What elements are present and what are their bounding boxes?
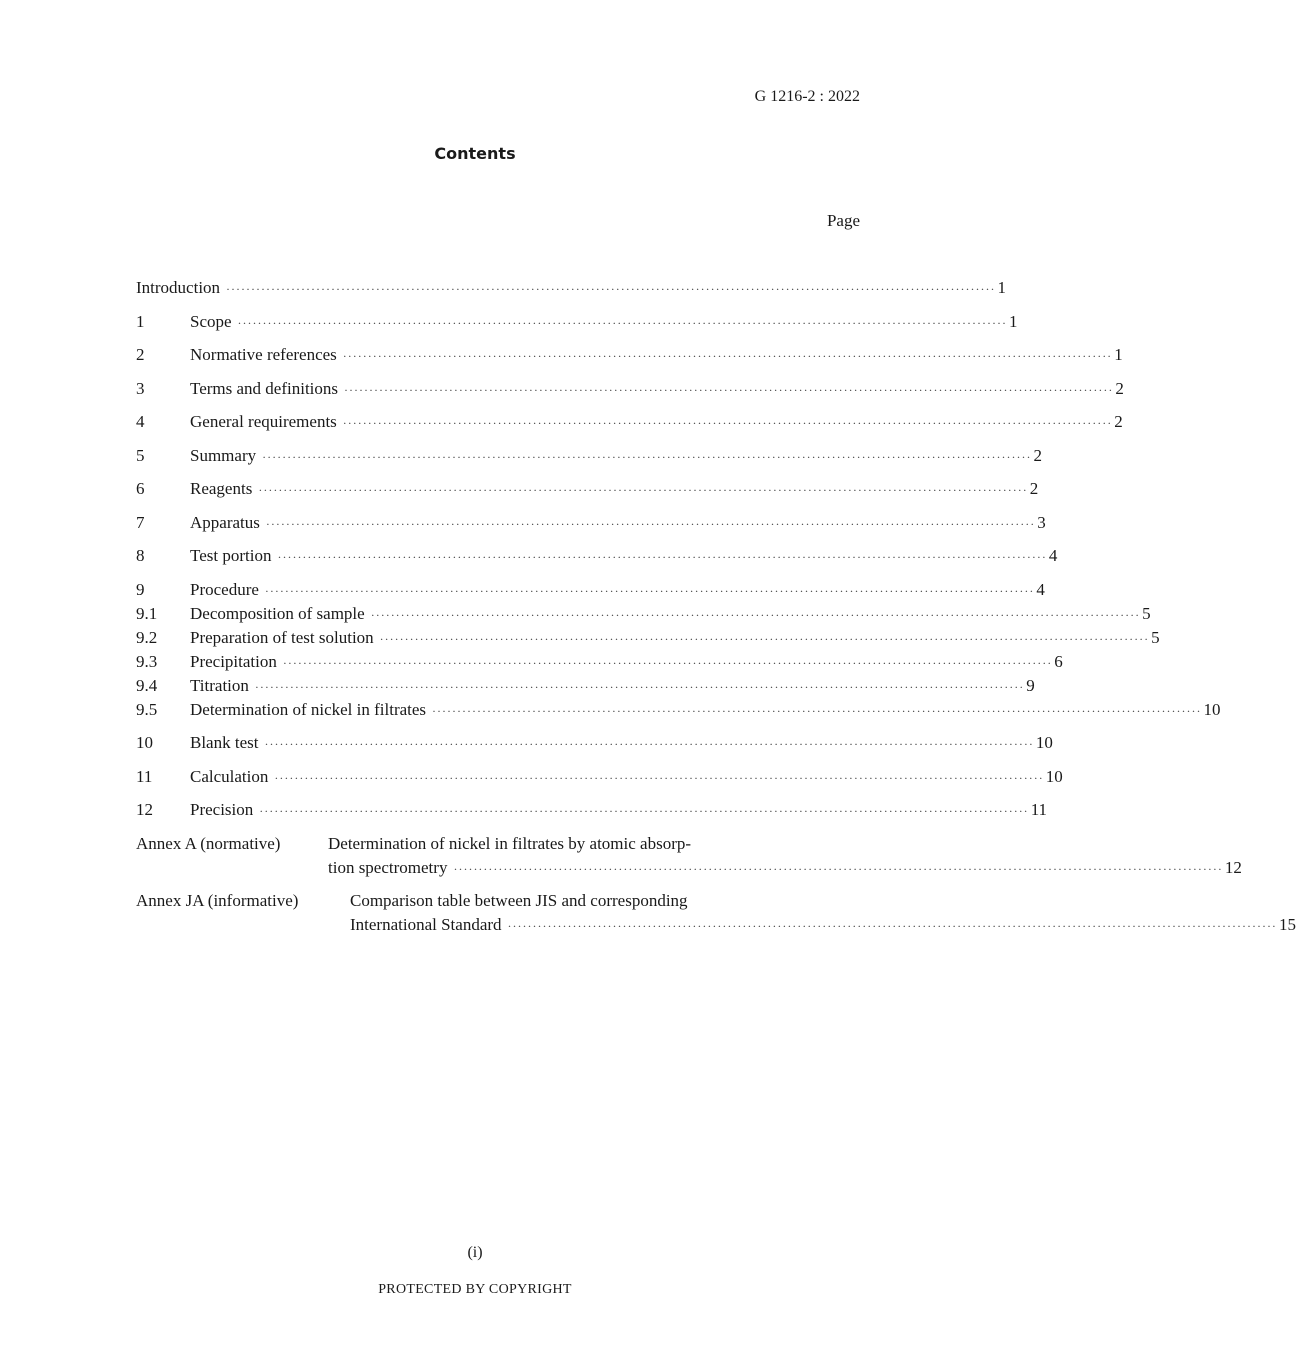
- toc-entry-page: 10: [1203, 699, 1221, 719]
- leader-dots: [255, 675, 1024, 699]
- leader-dots: [258, 478, 1027, 502]
- leader-dots: [432, 699, 1201, 723]
- toc-entry-number: 9.2: [136, 627, 158, 647]
- toc-entry-number: 9.4: [136, 675, 158, 695]
- leader-dots: [238, 311, 1007, 335]
- toc-entry-number: 9.5: [136, 699, 158, 719]
- toc-entry-number: 8: [136, 546, 145, 565]
- toc-entry-introduction[interactable]: [136, 276, 1006, 300]
- leader-dots: [259, 799, 1028, 823]
- toc-entry-number: 12: [136, 800, 153, 819]
- annex-title-line1: Determination of nickel in filtrates by atomic absorp-: [328, 833, 692, 853]
- toc-entry-label: Blank test: [190, 733, 259, 752]
- toc-entry-number: 1: [136, 311, 145, 331]
- standard-number: G 1216-2 : 2022: [754, 88, 860, 105]
- toc-entry-page: 1: [1008, 311, 1018, 331]
- leader-dots: [262, 445, 1031, 469]
- toc-entry-number: 9.3: [136, 651, 158, 671]
- leader-dots: [508, 914, 1277, 938]
- toc-entry-9-2[interactable]: [136, 626, 1160, 650]
- toc-entry-9[interactable]: [136, 578, 1045, 602]
- toc-entry-9-1[interactable]: [136, 602, 1151, 626]
- toc-entry-annex-a[interactable]: [136, 832, 1242, 880]
- toc-entry-page: 5: [1151, 627, 1160, 647]
- toc-entry-label: Determination of nickel in filtrates: [190, 699, 427, 719]
- toc-entry-page: 3: [1037, 512, 1046, 532]
- toc-entry-page: 1: [997, 278, 1006, 297]
- toc-entry-3[interactable]: [136, 377, 1124, 401]
- toc-entry-number: 2: [136, 345, 145, 364]
- toc-entry-label: Preparation of test solution: [190, 627, 374, 647]
- toc-entry-9-3[interactable]: [136, 650, 1063, 674]
- toc-entry-label: Precision: [190, 800, 254, 819]
- toc-entry-11[interactable]: [136, 765, 1063, 789]
- toc-entry-label: Normative references: [190, 345, 337, 364]
- toc-entry-label: General requirements: [190, 412, 337, 431]
- copyright-notice: PROTECTED BY COPYRIGHT: [378, 1282, 572, 1297]
- leader-dots: [264, 732, 1033, 756]
- toc-entry-9-4[interactable]: [136, 674, 1035, 698]
- toc-entry-annex-ja[interactable]: [136, 889, 1296, 937]
- leader-dots: [344, 378, 1113, 402]
- toc-entry-label: Decomposition of sample: [190, 603, 365, 623]
- annex-lead: Annex JA (informative): [136, 891, 299, 910]
- toc-entry-label: Summary: [190, 445, 257, 465]
- page-title: Contents: [434, 144, 516, 163]
- toc-entry-page: 11: [1030, 800, 1048, 819]
- annex-lead: Annex A (normative): [136, 833, 281, 853]
- leader-dots: [453, 857, 1222, 881]
- leader-dots: [266, 512, 1035, 536]
- toc-entry-page: 4: [1048, 546, 1058, 565]
- annex-title-line1: Comparison table between JIS and corresponding: [350, 891, 688, 910]
- toc-entry-4[interactable]: [136, 410, 1123, 434]
- toc-entry-page: 1: [1114, 345, 1123, 364]
- toc-entry-number: 3: [136, 378, 145, 398]
- toc-entry-label: Procedure: [190, 579, 259, 599]
- toc-entry-9-5[interactable]: [136, 698, 1221, 722]
- toc-entry-number: 4: [136, 412, 145, 431]
- toc-entry-page: 2: [1033, 445, 1043, 465]
- leader-dots: [283, 651, 1052, 675]
- toc-entry-number: 5: [136, 445, 145, 465]
- leader-dots: [277, 545, 1046, 569]
- toc-entry-page: 10: [1045, 766, 1063, 786]
- leader-dots: [343, 411, 1112, 435]
- toc-entry-6[interactable]: [136, 477, 1039, 501]
- toc-entry-2[interactable]: [136, 343, 1123, 367]
- toc-entry-label: Reagents: [190, 479, 253, 498]
- toc-entry-label: Test portion: [190, 546, 272, 565]
- toc-entry-page: 10: [1035, 733, 1053, 752]
- toc-entry-page: 2: [1029, 479, 1039, 498]
- toc-entry-number: 10: [136, 733, 153, 752]
- leader-dots: [371, 603, 1140, 627]
- annex-title-line2: tion spectrometry: [328, 857, 448, 877]
- toc-entry-label: Scope: [190, 311, 232, 331]
- toc-entry-page: 15: [1278, 915, 1296, 934]
- toc-entry-page: 4: [1036, 579, 1045, 599]
- toc-entry-label: Terms and definitions: [190, 378, 339, 398]
- toc-entry-number: 9: [136, 579, 145, 599]
- leader-dots: [380, 627, 1149, 651]
- leader-dots: [226, 277, 995, 301]
- toc-entry-8[interactable]: [136, 544, 1058, 568]
- page-column-header: Page: [826, 211, 860, 230]
- toc-entry-page: 5: [1142, 603, 1151, 623]
- leader-dots: [274, 766, 1043, 790]
- toc-entry-label: Apparatus: [190, 512, 260, 532]
- annex-title-line2: International Standard: [350, 915, 502, 934]
- toc-entry-number: 9.1: [136, 603, 158, 623]
- toc-entry-12[interactable]: [136, 798, 1048, 822]
- toc-entry-1[interactable]: [136, 310, 1018, 334]
- toc-entry-page: 12: [1224, 857, 1242, 877]
- toc-entry-page: 9: [1026, 675, 1035, 695]
- toc-entry-number: 11: [136, 766, 153, 786]
- page-folio: (i): [467, 1244, 483, 1261]
- toc-entry-7[interactable]: [136, 511, 1046, 535]
- leader-dots: [265, 579, 1034, 603]
- toc-entry-number: 7: [136, 512, 145, 532]
- toc-entry-page: 2: [1115, 378, 1124, 398]
- table-of-contents: [136, 276, 1296, 937]
- toc-entry-page: 2: [1114, 412, 1123, 431]
- toc-entry-label: Titration: [190, 675, 249, 695]
- toc-entry-number: 6: [136, 479, 145, 498]
- toc-entry-5[interactable]: [136, 444, 1043, 468]
- toc-entry-page: 6: [1054, 651, 1063, 671]
- toc-entry-label: Precipitation: [190, 651, 277, 671]
- toc-entry-label: Calculation: [190, 766, 269, 786]
- toc-entry-10[interactable]: [136, 731, 1053, 755]
- toc-entry-label: Introduction: [136, 278, 221, 297]
- leader-dots: [343, 344, 1112, 368]
